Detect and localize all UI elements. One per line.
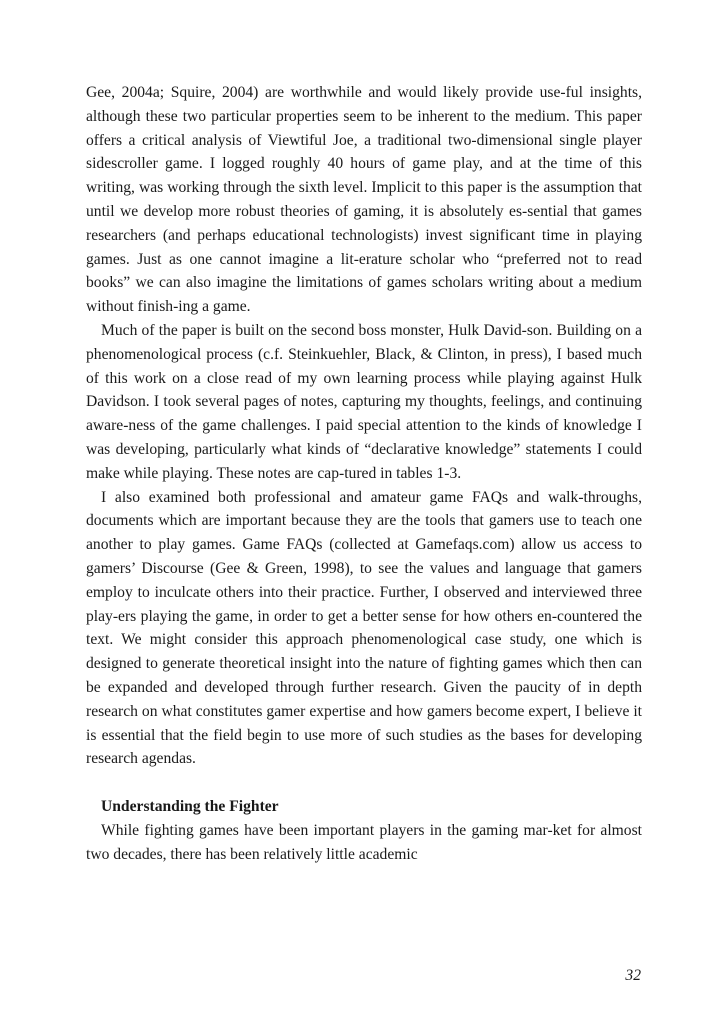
paragraph-fighting-games: While fighting games have been important players in the gaming mar-ket for almost two decades, there has been relatively little academic <box>86 821 642 863</box>
page-body <box>86 81 642 866</box>
page-number: 32 <box>625 967 641 984</box>
section-heading: Understanding the Fighter <box>101 797 279 815</box>
paragraph-intro-continued: Gee, 2004a; Squire, 2004) are worthwhile and would likely provide use-ful insights, although these two particular properties seem to be inherent to the medium. This paper offers a critical analysis of Viewtiful Joe, a traditional two-dimensional single player sidescroller game. I logged roughly 40 hours of game play, and at the time of this writing, was working through the sixth level. Implicit to this paper is the assumption that until we develop more robust theories of gaming, it is absolutely es-sential that games researchers (and perhaps educational technologists) invest significant time in playing games. Just as one cannot imagine a lit-erature scholar who “preferred not to read books” we can also imagine the limitations of games scholars writing about a medium without finish-ing a game. <box>86 84 642 316</box>
paragraph-hulk-davidson: Much of the paper is built on the second boss monster, Hulk David-son. Building on a phenomenological process (c.f. Steinkuehler, Black, & Clinton, in press), I based much of this work on a close read of my own learning process while playing against Hulk Davidson. I took several pages of notes, capturing my thoughts, feelings, and continuing aware-ness of the game challenges. I paid special attention to the kinds of knowledge I was developing, particularly what kinds of “declarative knowledge” statements I could make while playing. These notes are cap-tured in tables 1-3. <box>86 321 642 482</box>
paragraph-game-faqs: I also examined both professional and amateur game FAQs and walk-throughs, documents which are important because they are the tools that gamers use to teach one another to play games. Game FAQs (collected at Gamefaqs.com) allow us access to gamers’ Discourse (Gee & Green, 1998), to see the values and language that gamers employ to inculcate others into their practice. Further, I observed and interviewed three play-ers playing the game, in order to get a better sense for how others en-countered the text. We might consider this approach phenomenological case study, one which is designed to generate theoretical insight into the nature of fighting games which then can be expanded and developed through further research. Given the paucity of in depth research on what constitutes gamer expertise and how gamers become expert, I believe it is essential that the field begin to use more of such studies as the bases for developing research agendas. <box>86 488 642 768</box>
